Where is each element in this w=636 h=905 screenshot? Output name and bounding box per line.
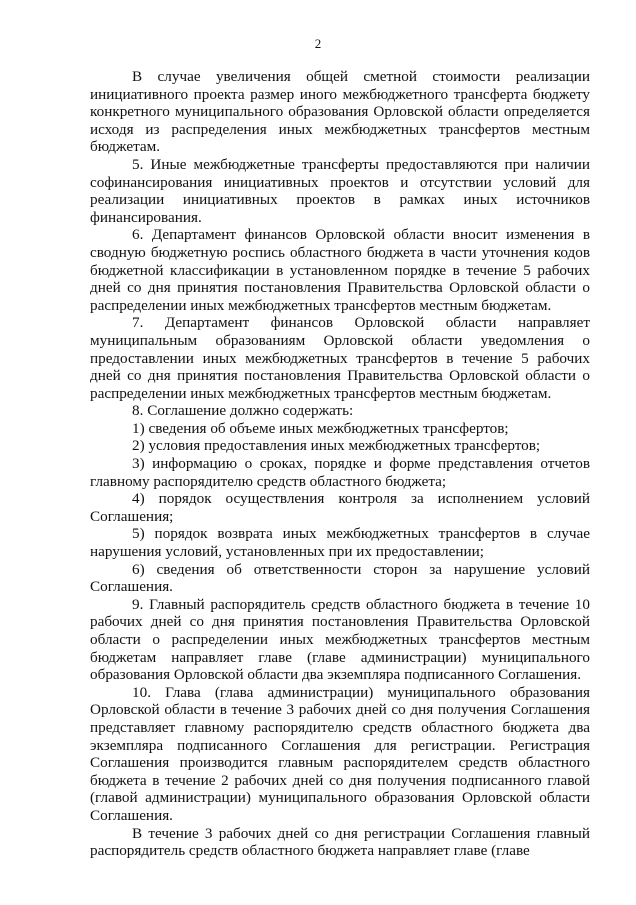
paragraph-registration: В течение 3 рабочих дней со дня регистрации Соглашения главный распорядитель средств областного бюджета направляет главе (главе [90, 824, 590, 860]
paragraph-item-7: 7. Департамент финансов Орловской области направляет муниципальным образованиям Орловской области уведомления о предоставлении иных межбюджетных трансфертов в течение 5 рабочих дней со дня принятия постановления Правительства Орловской области о распределении иных межбюджетных трансфертов местным бюджетам. [90, 314, 590, 402]
paragraph-item-8-5: 5) порядок возврата иных межбюджетных трансфертов в случае нарушения условий, установленных при их предоставлении; [90, 525, 590, 561]
paragraph-item-8-4: 4) порядок осуществления контроля за исполнением условий Соглашения; [90, 490, 590, 525]
paragraph-item-10: 10. Глава (глава администрации) муниципального образования Орловской области в течение 3 рабочих дней со дня получения Соглашения представляет главному распорядителю средств областного бюджета два экземпляра подписанного Соглашения для регистрации. Регистрация Соглашения производится главным распорядителем средств областного бюджета в течение 2 рабочих дней со дня получения подписанного главой (главой администрации) муниципального образования Орловской области Соглашения. [90, 683, 590, 824]
paragraph-cost-increase: В случае увеличения общей сметной стоимости реализации инициативного проекта размер иного межбюджетного трансферта бюджету конкретного муниципального образования Орловской области определяется исходя из распределения иных межбюджетных трансфертов местным бюджетам. [90, 68, 590, 156]
paragraph-item-9: 9. Главный распорядитель средств областного бюджета в течение 10 рабочих дней со дня принятия постановления Правительства Орловской области о распределении иных межбюджетных трансфертов местным бюджетам направляет главе (главе администрации) муниципального образования Орловской области два экземпляра подписанного Соглашения. [90, 595, 590, 684]
paragraph-item-5: 5. Иные межбюджетные трансферты предоставляются при наличии софинансирования инициативных проектов и отсутствии условий для реализации инициативных проектов в рамках иных источников финансирования. [90, 155, 590, 226]
paragraph-item-8: 8. Соглашение должно содержать: [132, 402, 354, 420]
paragraph-item-6: 6. Департамент финансов Орловской области вносит изменения в сводную бюджетную роспись областного бюджета в части уточнения кодов бюджетной классификации в установленном порядке в течение 5 рабочих дней со дня принятия постановления Правительства Орловской области о распределении иных межбюджетных трансфертов местным бюджетам. [90, 226, 590, 314]
paragraph-item-8-1: 1) сведения об объеме иных межбюджетных трансфертов; [132, 419, 509, 437]
document-body [90, 68, 590, 860]
paragraph-item-8-6: 6) сведения об ответственности сторон за нарушение условий Соглашения. [90, 560, 590, 596]
page-number: 2 [314, 36, 322, 51]
paragraph-item-8-3: 3) информацию о сроках, порядке и форме представления отчетов главному распорядителю средств областного бюджета; [90, 455, 590, 490]
paragraph-item-8-2: 2) условия предоставления иных межбюджетных трансфертов; [132, 437, 541, 455]
